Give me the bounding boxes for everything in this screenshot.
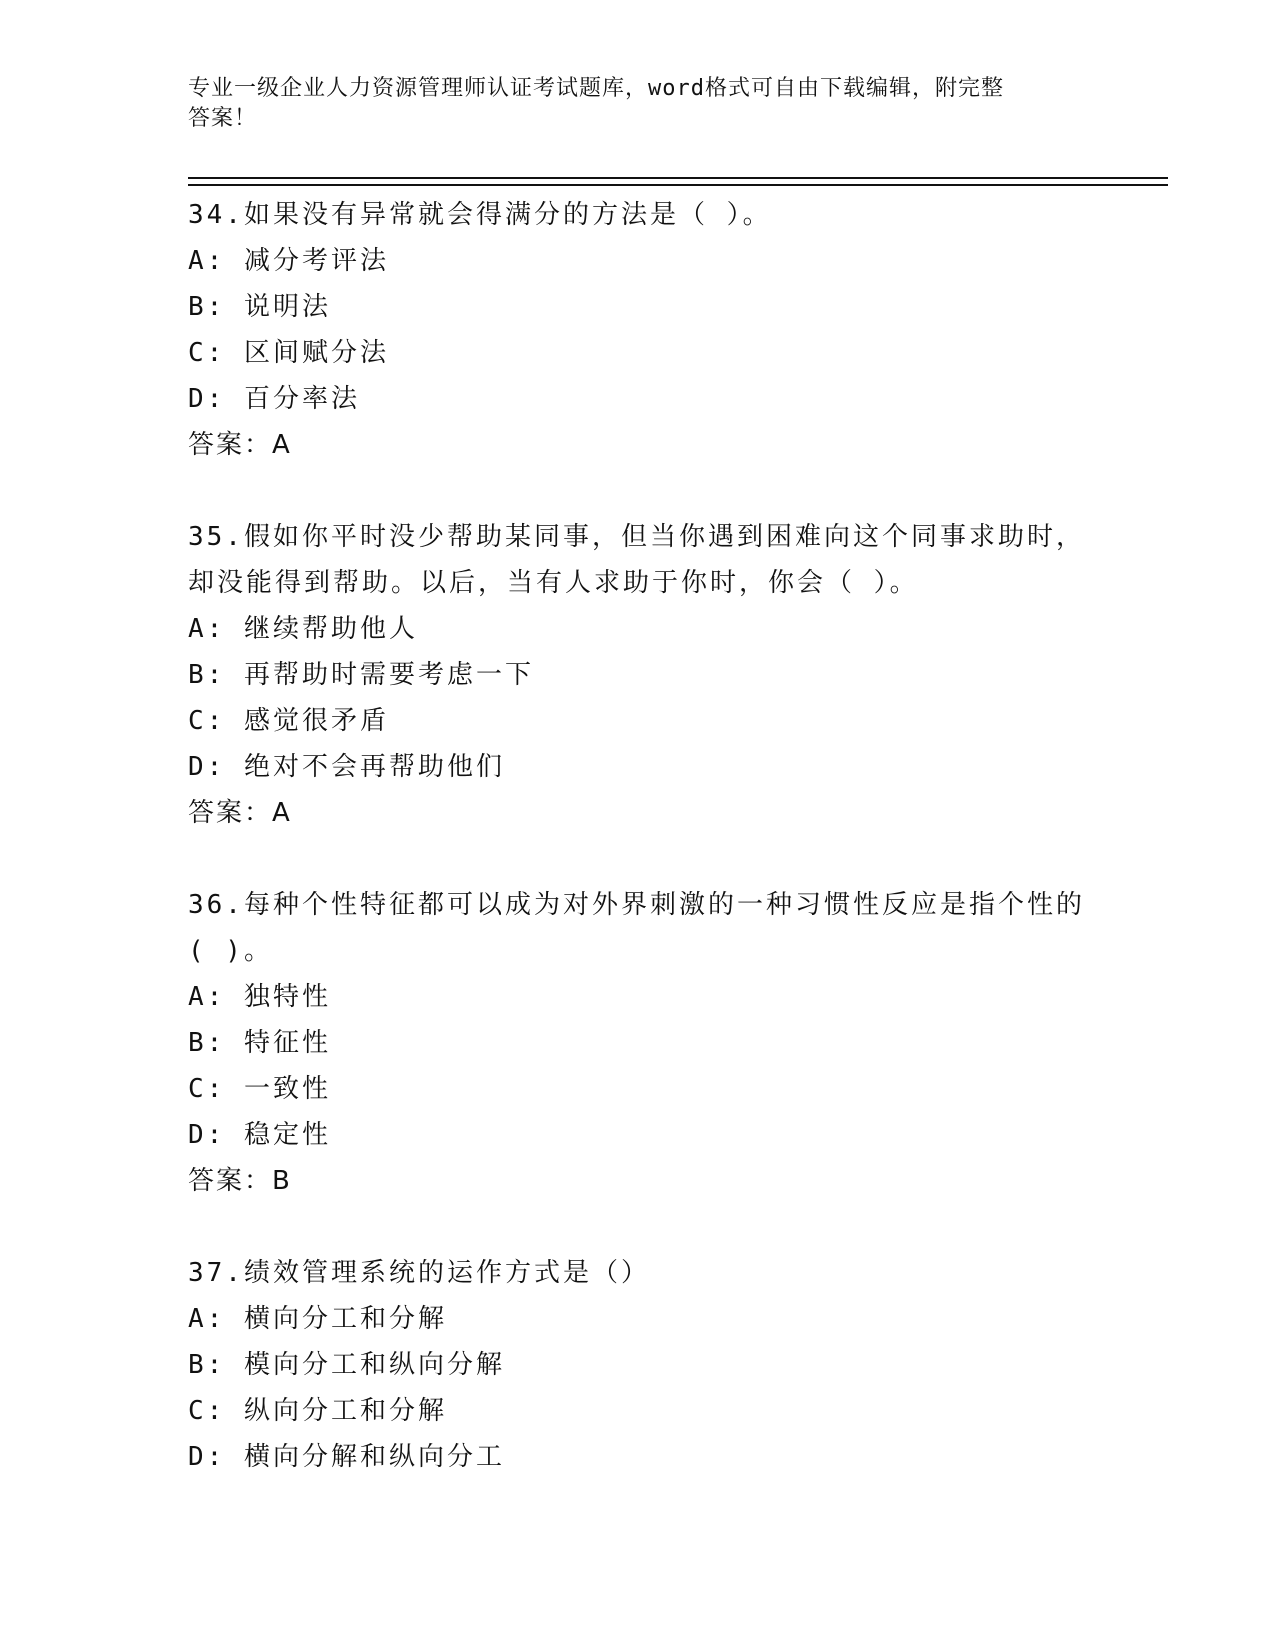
answer: 答案：B: [188, 1166, 292, 1196]
question-stem: 34.如果没有异常就会得满分的方法是（ ）。: [188, 200, 772, 230]
option-b: B: 说明法: [188, 292, 331, 322]
option-d: D: 绝对不会再帮助他们: [188, 752, 505, 782]
header-line-2: 答案！: [188, 106, 258, 131]
header-divider-bottom: [188, 184, 1168, 186]
option-c: C: 感觉很矛盾: [188, 706, 389, 736]
document-header: [188, 74, 1068, 134]
question-35: [188, 514, 1088, 836]
question-stem: 36.每种个性特征都可以成为对外界刺激的一种习惯性反应是指个性的: [188, 890, 1085, 920]
option-c: C: 一致性: [188, 1074, 331, 1104]
header-divider-top: [188, 177, 1168, 179]
option-a: A: 减分考评法: [188, 246, 389, 276]
question-37: [188, 1250, 1088, 1480]
option-b: B: 模向分工和纵向分解: [188, 1350, 505, 1380]
option-d: D: 横向分解和纵向分工: [188, 1442, 505, 1472]
question-34: [188, 192, 1088, 468]
question-36: [188, 882, 1088, 1204]
question-stem-continued: ( )。: [188, 936, 273, 966]
question-stem-continued: 却没能得到帮助。以后，当有人求助于你时，你会（ ）。: [188, 568, 919, 598]
option-a: A: 横向分工和分解: [188, 1304, 447, 1334]
question-stem: 35.假如你平时没少帮助某同事，但当你遇到困难向这个同事求助时，: [188, 522, 1085, 552]
header-line-1: 专业一级企业人力资源管理师认证考试题库，word格式可自由下载编辑，附完整: [188, 76, 1004, 101]
option-b: B: 特征性: [188, 1028, 331, 1058]
question-list: [188, 192, 1088, 1526]
option-a: A: 独特性: [188, 982, 331, 1012]
option-a: A: 继续帮助他人: [188, 614, 418, 644]
option-d: D: 百分率法: [188, 384, 360, 414]
option-c: C: 区间赋分法: [188, 338, 389, 368]
answer: 答案：A: [188, 798, 292, 828]
answer: 答案：A: [188, 430, 292, 460]
option-c: C: 纵向分工和分解: [188, 1396, 447, 1426]
option-b: B: 再帮助时需要考虑一下: [188, 660, 534, 690]
option-d: D: 稳定性: [188, 1120, 331, 1150]
question-stem: 37.绩效管理系统的运作方式是（）: [188, 1258, 650, 1288]
